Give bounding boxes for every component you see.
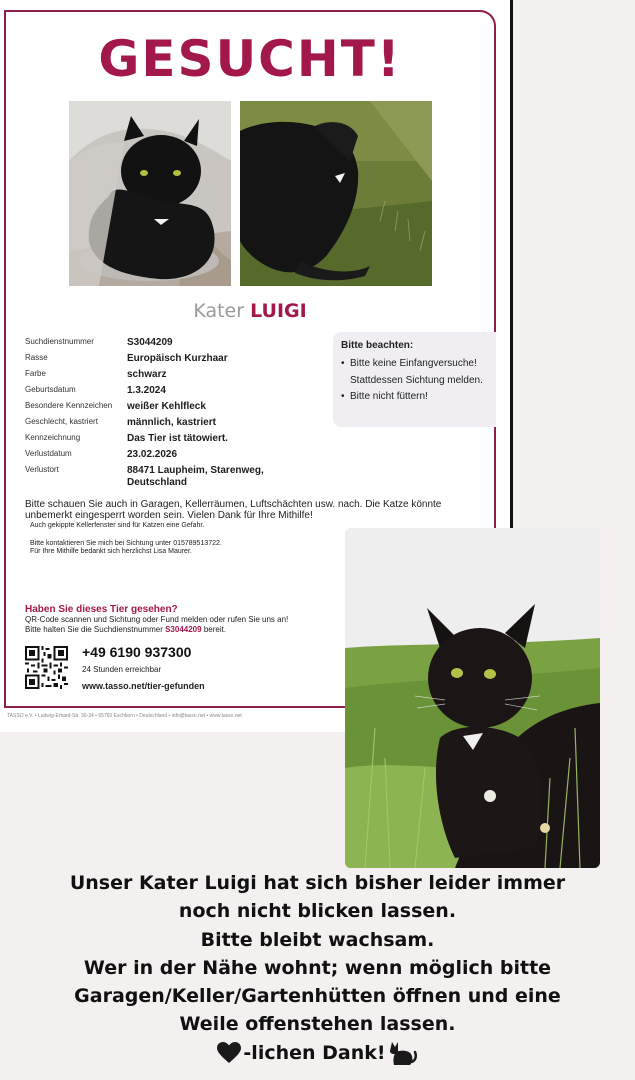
notice-box [333,332,496,427]
website-link[interactable]: www.tasso.net/tier-gefunden [82,681,205,691]
seen-line-2 [25,625,345,635]
fact-row [25,449,325,465]
fact-label: Rasse [25,353,48,362]
fact-label: Farbe [25,369,46,378]
thanks-note: Für Ihre Mithilfe bedankt sich herzlichst Lisa Maurer. [30,548,192,555]
contact-note: Bitte kontaktieren Sie mich bei Sichtung unter 015789513722. [30,540,222,547]
caption-line: Wer in der Nähe wohnt; wenn möglich bitte [83,956,552,979]
fact-value: weißer Kehlfleck [127,401,206,412]
search-request-text: Bitte schauen Sie auch in Garagen, Kellerräumen, Luftschächten usw. nach. Die Katze könnte unbemerkt eingesperrt worden sein. Vielen Dank für Ihre Mithilfe! [25,499,442,521]
fact-row [25,337,325,353]
cat-name: LUIGI [250,300,307,322]
fact-label: Geburtsdatum [25,385,76,394]
bullet-icon: • [341,358,345,369]
fact-value: 23.02.2026 [127,449,178,460]
seen-line-2-suffix: bereit. [203,625,227,634]
fact-label: Suchdienstnummer [25,337,94,346]
phone-number[interactable]: +49 6190 937300 [82,644,192,660]
fact-row [25,353,325,369]
fact-row [25,385,325,401]
fact-row [25,369,325,385]
fact-value: männlich, kastriert [127,417,216,428]
fact-label: Besondere Kennzeichen [25,401,113,410]
fact-row [25,401,325,417]
fact-label: Geschlecht, kastriert [25,417,98,426]
fact-value: schwarz [127,369,167,380]
caption-thanks: -lichen Dank! [243,1041,386,1064]
cellar-window-note: Auch gekippte Kellerfenster sind für Katzen eine Gefahr. [30,522,205,529]
fact-value: 88471 Laupheim, Starenweg, Deutschland [127,465,264,488]
cat-photo-blanket [69,101,231,286]
availability-hours: 24 Stunden erreichbar [82,665,162,674]
fact-value: Das Tier ist tätowiert. [127,433,228,444]
seen-line-1: QR-Code scannen und Sichtung oder Fund melden oder rufen Sie uns an! [25,615,289,624]
fact-row [25,465,325,495]
caption [0,869,635,1067]
caption-line: Bitte bleibt wachsam. [200,928,435,951]
fact-row [25,433,325,449]
notice-item [341,389,488,406]
fact-label: Verlustort [25,465,59,474]
fact-value: Europäisch Kurzhaar [127,353,228,364]
notice-item [341,356,488,389]
black-heart-icon [217,1039,241,1067]
facts-table [25,337,325,495]
headline: GESUCHT! [98,30,402,88]
search-id: S3044209 [165,625,202,634]
fact-value: 1.3.2024 [127,385,166,396]
fact-label: Kennzeichnung [25,433,81,442]
cat-photo-sitting [345,528,600,868]
fact-value: S3044209 [127,337,173,348]
fact-row [25,417,325,433]
notice-item-text: Bitte nicht füttern! [350,391,428,402]
cat-photo-grass [240,101,432,286]
fact-label: Verlustdatum [25,449,72,458]
caption-line: noch nicht blicken lassen. [178,900,457,923]
caption-thanks-line [0,1039,635,1067]
seen-title: Haben Sie dieses Tier gesehen? [25,604,178,615]
seen-line-2-prefix: Bitte halten Sie die Suchdienstnummer [25,625,163,634]
caption-line: Unser Kater Luigi hat sich bisher leider immer [69,872,566,894]
black-cat-icon [388,1039,418,1067]
notice-title: Bitte beachten: [341,340,414,351]
cat-title [0,300,500,322]
caption-line: Garagen/Keller/Gartenhütten öffnen und eine [74,985,561,1008]
bullet-icon: • [341,391,345,402]
qr-code-icon[interactable] [25,646,68,689]
caption-line: Weile offenstehen lassen. [179,1013,456,1036]
seen-instructions [25,615,345,635]
notice-item-text: Bitte keine Einfangversuche! Stattdessen Sichtung melden. [350,358,483,386]
poster-edge [510,0,513,528]
footer-address: TASSO e.V. • Ludwig-Erhard-Str. 30-34 • 65760 Eschborn • Deutschland • info@tasso.net • www.tasso.net [7,713,242,719]
cat-title-prefix: Kater [193,300,245,322]
